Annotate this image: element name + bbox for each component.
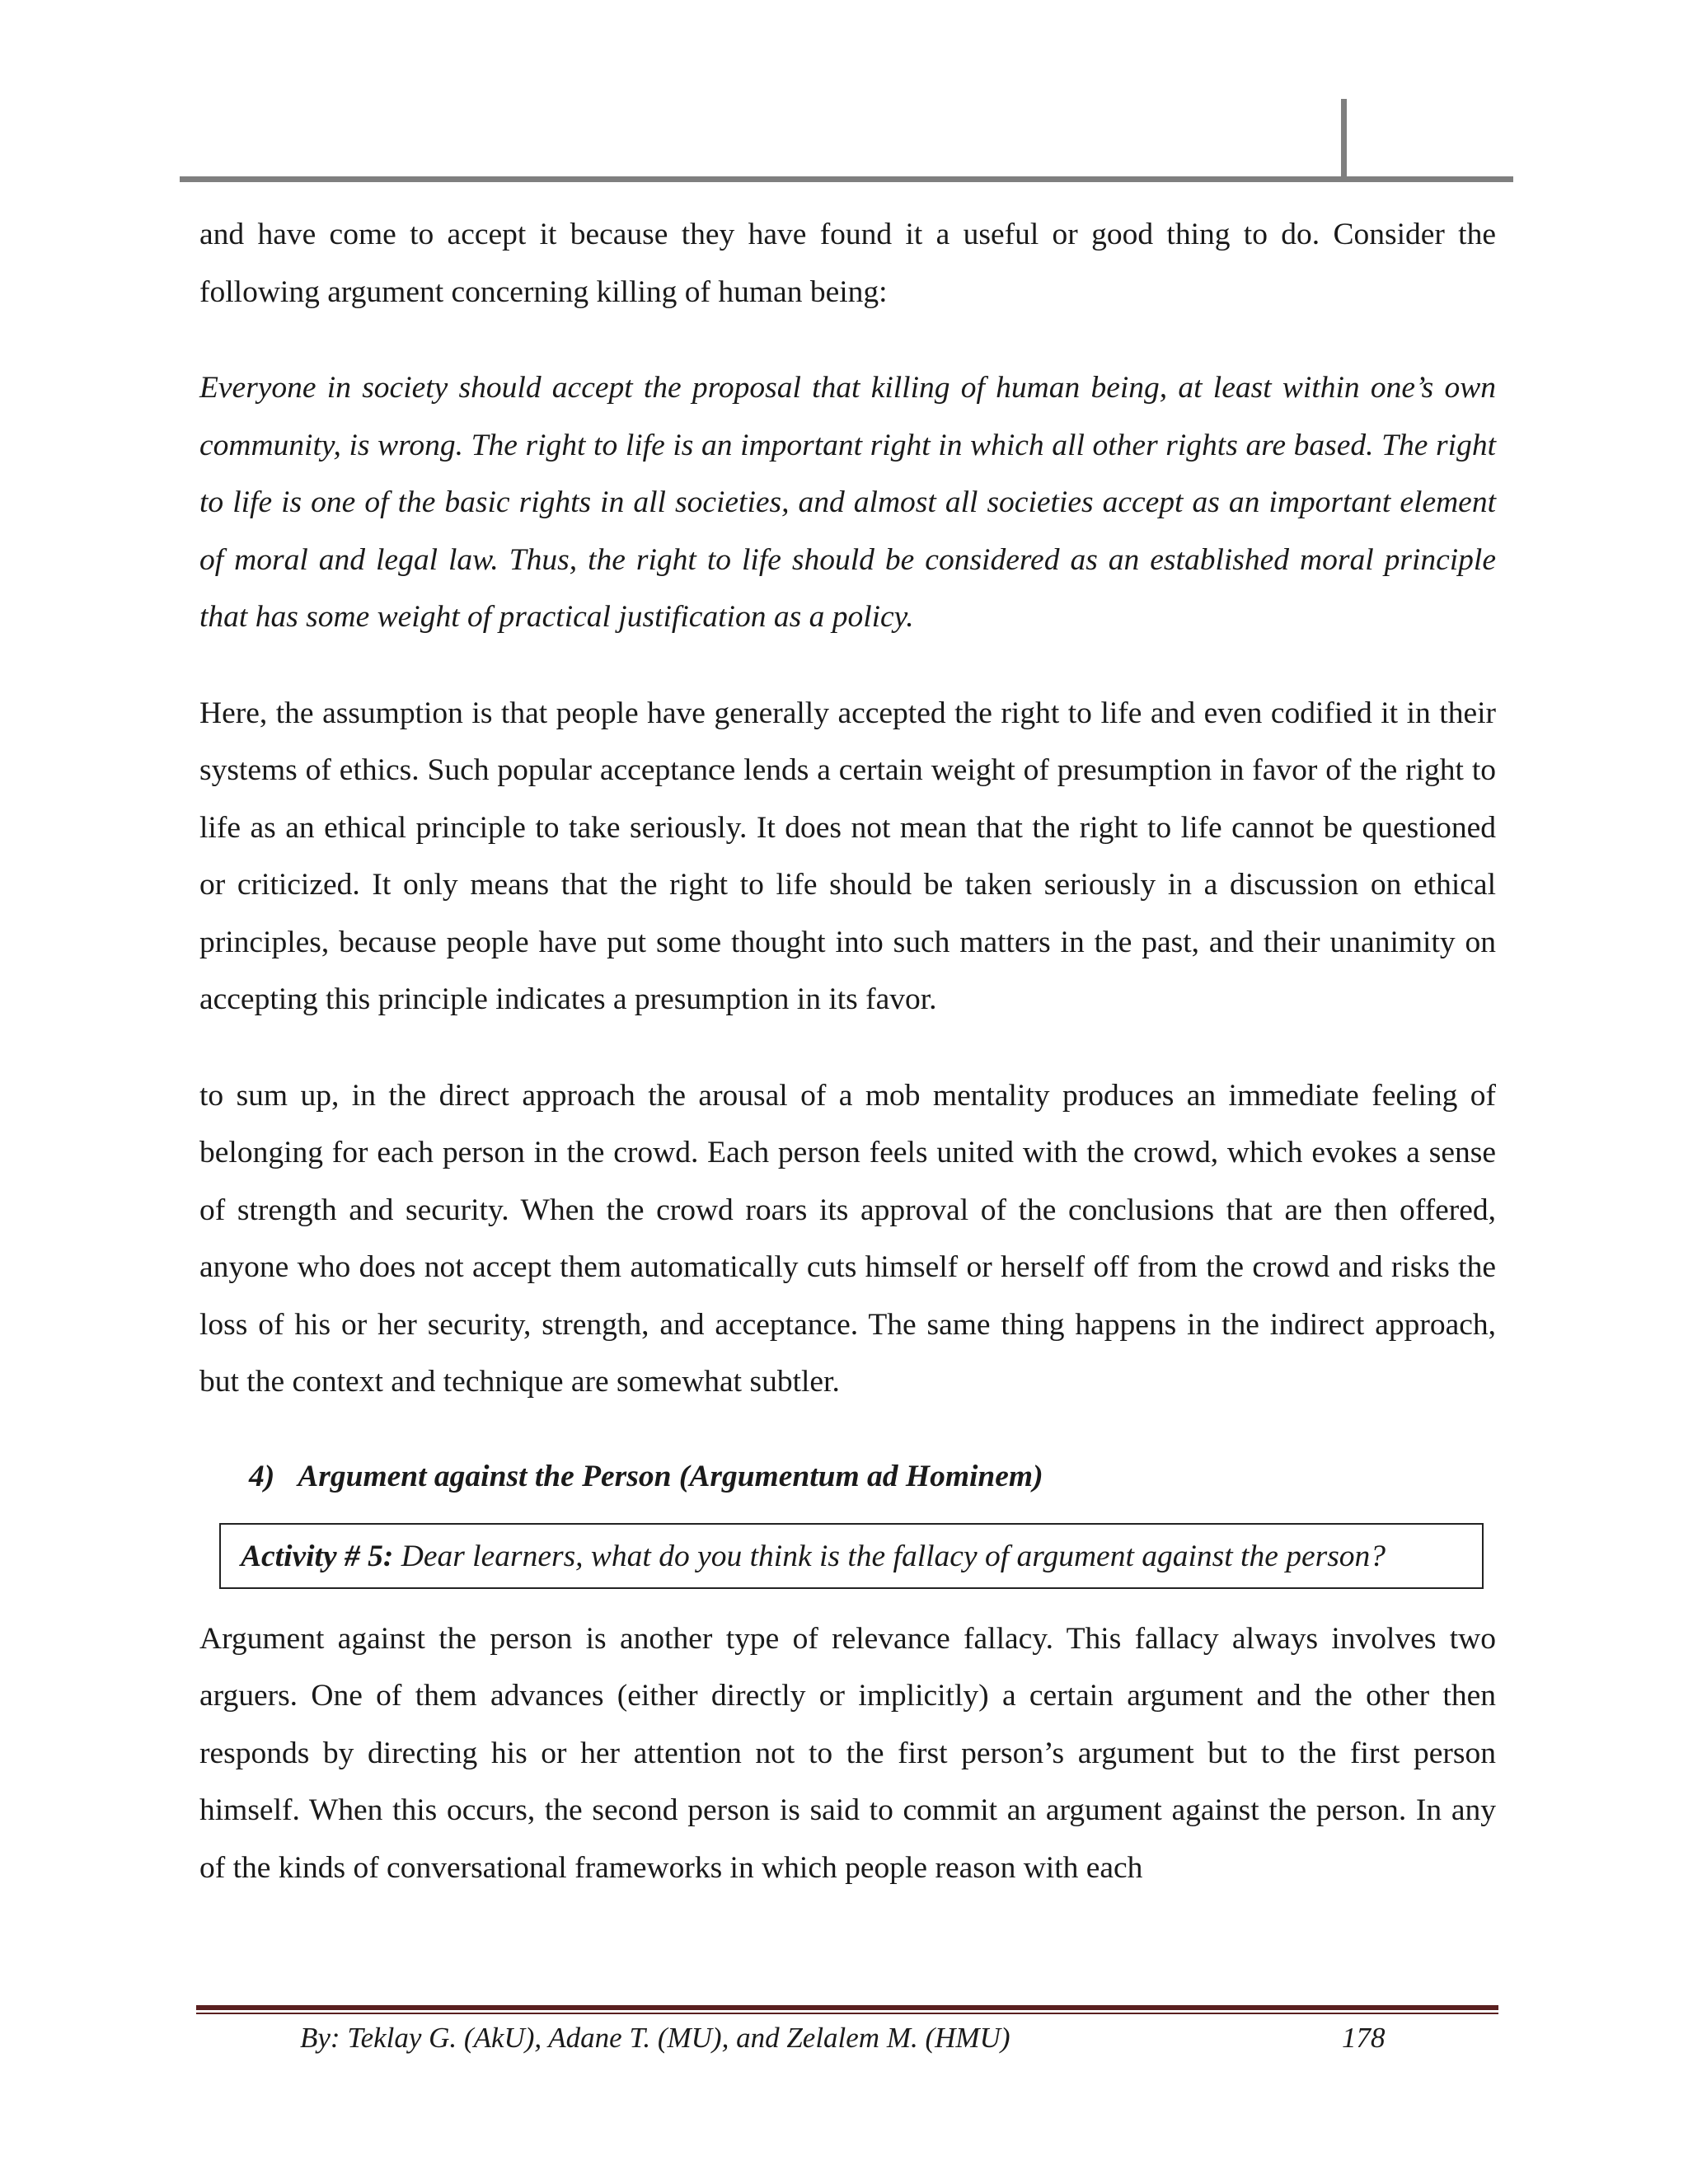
section-title: Argument against the Person (Argumentum ad Hominem) [298, 1459, 1043, 1493]
header-rule [180, 176, 1513, 182]
page-content [199, 206, 1496, 1896]
quoted-argument-paragraph: Everyone in society should accept the proposal that killing of human being, at least within one’s own community, is wrong. The right to life is an important right in which all other rights are based. The right to life is one of the basic rights in all societies, and almost all societies accept as an important element of moral and legal law. Thus, the right to life should be considered as an established moral principle that has some weight of practical justification as a policy. [199, 371, 1496, 634]
body-paragraph: to sum up, in the direct approach the arousal of a mob mentality produces an immediate feeling of belonging for each person in the crowd. Each person feels united with the crowd, which evokes a sense of strength and security. When the crowd roars its approval of the conclusions that are then offered, anyone who does not accept them automatically cuts himself or herself off from the crowd and risks the loss of his or her security, strength, and acceptance. The same thing happens in the indirect approach, but the context and technique are somewhat subtler. [199, 1078, 1496, 1399]
body-paragraph: Argument against the person is another type of relevance fallacy. This fallacy always involves two arguers. One of them advances (either directly or implicitly) a certain argument and the other then responds by directing his or her attention not to the first person’s argument but to the first person himself. When this occurs, the second person is said to commit an argument against the person. In any of the kinds of conversational frameworks in which people reason with each [199, 1621, 1496, 1885]
footer-authors: By: Teklay G. (AkU), Adane T. (MU), and Zelalem M. (HMU) [300, 2022, 1010, 2054]
activity-label: Activity # 5: [241, 1539, 394, 1573]
footer-rule-thin [196, 2013, 1498, 2014]
section-heading [249, 1452, 1496, 1502]
body-paragraph: Here, the assumption is that people have generally accepted the right to life and even codified it in their systems of ethics. Such popular acceptance lends a certain weight of presumption in favor of the right to life as an ethical principle to take seriously. It does not mean that the right to life cannot be questioned or criticized. It only means that the right to life should be taken seriously in a discussion on ethical principles, because people have put some thought into such matters in the past, and their unanimity on accepting this principle indicates a presumption in its favor. [199, 696, 1496, 1016]
activity-question: Dear learners, what do you think is the fallacy of argument against the person? [393, 1539, 1386, 1573]
activity-box [219, 1523, 1484, 1589]
page-number: 178 [1342, 2022, 1386, 2054]
body-paragraph: and have come to accept it because they have found it a useful or good thing to do. Consider the following argument concerning killing of human being: [199, 218, 1496, 309]
header-vertical-rule [1341, 99, 1347, 180]
section-number: 4) [249, 1459, 275, 1493]
footer-rule [196, 2005, 1498, 2010]
